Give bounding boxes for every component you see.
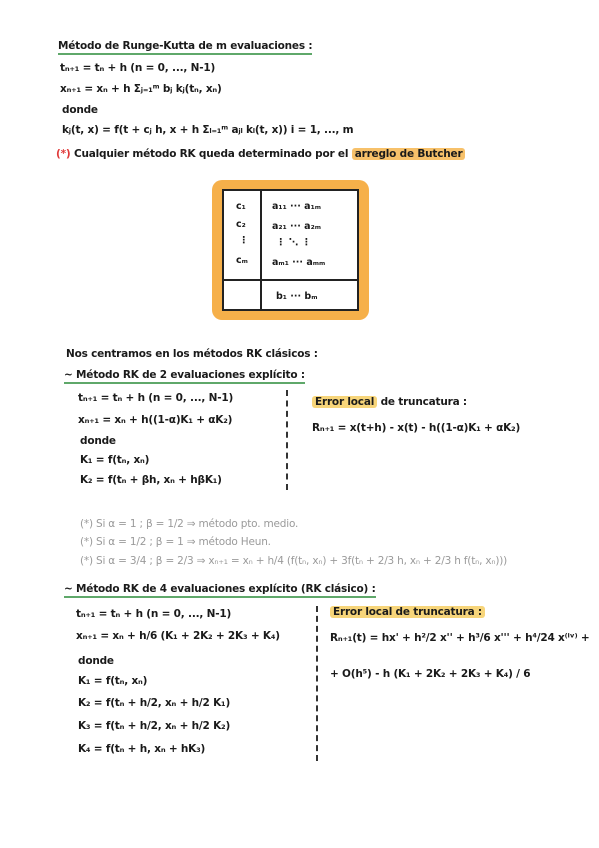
note-marker: (*) <box>56 148 71 160</box>
tableau-row-2: a₂₁ ··· a₂ₘ <box>272 221 322 232</box>
label-donde: donde <box>62 104 98 116</box>
rk2-x-next: xₙ₊₁ = xₙ + h((1-α)K₁ + αK₂) <box>78 414 233 426</box>
tableau-row-dots: ⋮ ⋱ ⋮ <box>276 237 312 248</box>
rk4-error-line2: + O(h⁵) - h (K₁ + 2K₂ + 2K₃ + K₄) / 6 <box>330 668 531 680</box>
rk4-k4: K₄ = f(tₙ + h, xₙ + hK₃) <box>78 743 206 755</box>
rk4-k3: K₃ = f(tₙ + h/2, xₙ + h/2 K₂) <box>78 720 231 732</box>
rk2-k2: K₂ = f(tₙ + βh, xₙ + hβK₁) <box>80 474 222 486</box>
rk2-case-heun: (*) Si α = 1/2 ; β = 1 ⇒ método Heun. <box>80 536 271 548</box>
rk4-error-title: Error local de truncatura : <box>330 606 485 618</box>
rk2-t-next: tₙ₊₁ = tₙ + h (n = 0, ..., N-1) <box>78 392 234 404</box>
butcher-tableau <box>222 189 359 311</box>
formula-x-next: xₙ₊₁ = xₙ + h Σⱼ₌₁ᵐ bⱼ kⱼ(tₙ, xₙ) <box>60 83 222 95</box>
rk4-x-next: xₙ₊₁ = xₙ + h/6 (K₁ + 2K₂ + 2K₃ + K₄) <box>76 630 280 642</box>
rk2-dashed-divider <box>286 390 288 490</box>
rk2-donde: donde <box>80 435 116 447</box>
section-title-rk2: ~ Método RK de 2 evaluaciones explícito : <box>64 369 305 384</box>
tableau-c-dots: ⋮ <box>239 235 249 246</box>
rk4-k2: K₂ = f(tₙ + h/2, xₙ + h/2 K₁) <box>78 697 231 709</box>
formula-kj: kⱼ(t, x) = f(t + cⱼ h, x + h Σₗ₌₁ᵐ aⱼₗ kₗ(t, x)) i = 1, ..., m <box>62 124 354 136</box>
rk2-error-title-rest: de truncatura : <box>377 396 467 408</box>
rk4-k1: K₁ = f(tₙ, xₙ) <box>78 675 148 687</box>
tableau-horizontal-divider <box>224 279 357 281</box>
tableau-c1: c₁ <box>236 201 246 212</box>
note-highlight: arreglo de Butcher <box>352 148 466 160</box>
tableau-c2: c₂ <box>236 219 246 230</box>
intro-classic-rk: Nos centramos en los métodos RK clásicos : <box>66 348 318 360</box>
rk4-donde: donde <box>78 655 114 667</box>
tableau-row-1: a₁₁ ··· a₁ₘ <box>272 201 322 212</box>
section-title-rk4: ~ Método RK de 4 evaluaciones explícito (RK clásico) : <box>64 583 376 598</box>
rk4-t-next: tₙ₊₁ = tₙ + h (n = 0, ..., N-1) <box>76 608 232 620</box>
formula-t-next: tₙ₊₁ = tₙ + h (n = 0, ..., N-1) <box>60 62 216 74</box>
rk4-dashed-divider <box>316 606 318 761</box>
note-text: Cualquier método RK queda determinado por el <box>73 148 352 160</box>
tableau-vertical-divider <box>260 191 262 309</box>
rk2-case-ralston: (*) Si α = 3/4 ; β = 2/3 ⇒ xₙ₊₁ = xₙ + h/4 (f(tₙ, xₙ) + 3f(tₙ + 2/3 h, xₙ + 2/3 h f(tₙ, xₙ))) <box>80 555 508 567</box>
rk4-error-line1: Rₙ₊₁(t) = hx' + h²/2 x'' + h³/6 x''' + h⁴/24 x⁽ⁱᵛ⁾ + <box>330 632 590 644</box>
tableau-b-row: b₁ ··· bₘ <box>276 291 318 302</box>
rk2-error-formula: Rₙ₊₁ = x(t+h) - x(t) - h((1-α)K₁ + αK₂) <box>312 422 521 434</box>
section-title-rk-m: Método de Runge-Kutta de m evaluaciones : <box>58 40 312 55</box>
tableau-cm: cₘ <box>236 255 248 266</box>
rk2-k1: K₁ = f(tₙ, xₙ) <box>80 454 150 466</box>
rk2-error-title-hl: Error local <box>312 396 377 408</box>
rk2-case-midpoint: (*) Si α = 1 ; β = 1/2 ⇒ método pto. medio. <box>80 518 299 530</box>
rk2-error-title <box>312 396 467 408</box>
butcher-note <box>56 148 465 160</box>
tableau-row-m: aₘ₁ ··· aₘₘ <box>272 257 326 268</box>
